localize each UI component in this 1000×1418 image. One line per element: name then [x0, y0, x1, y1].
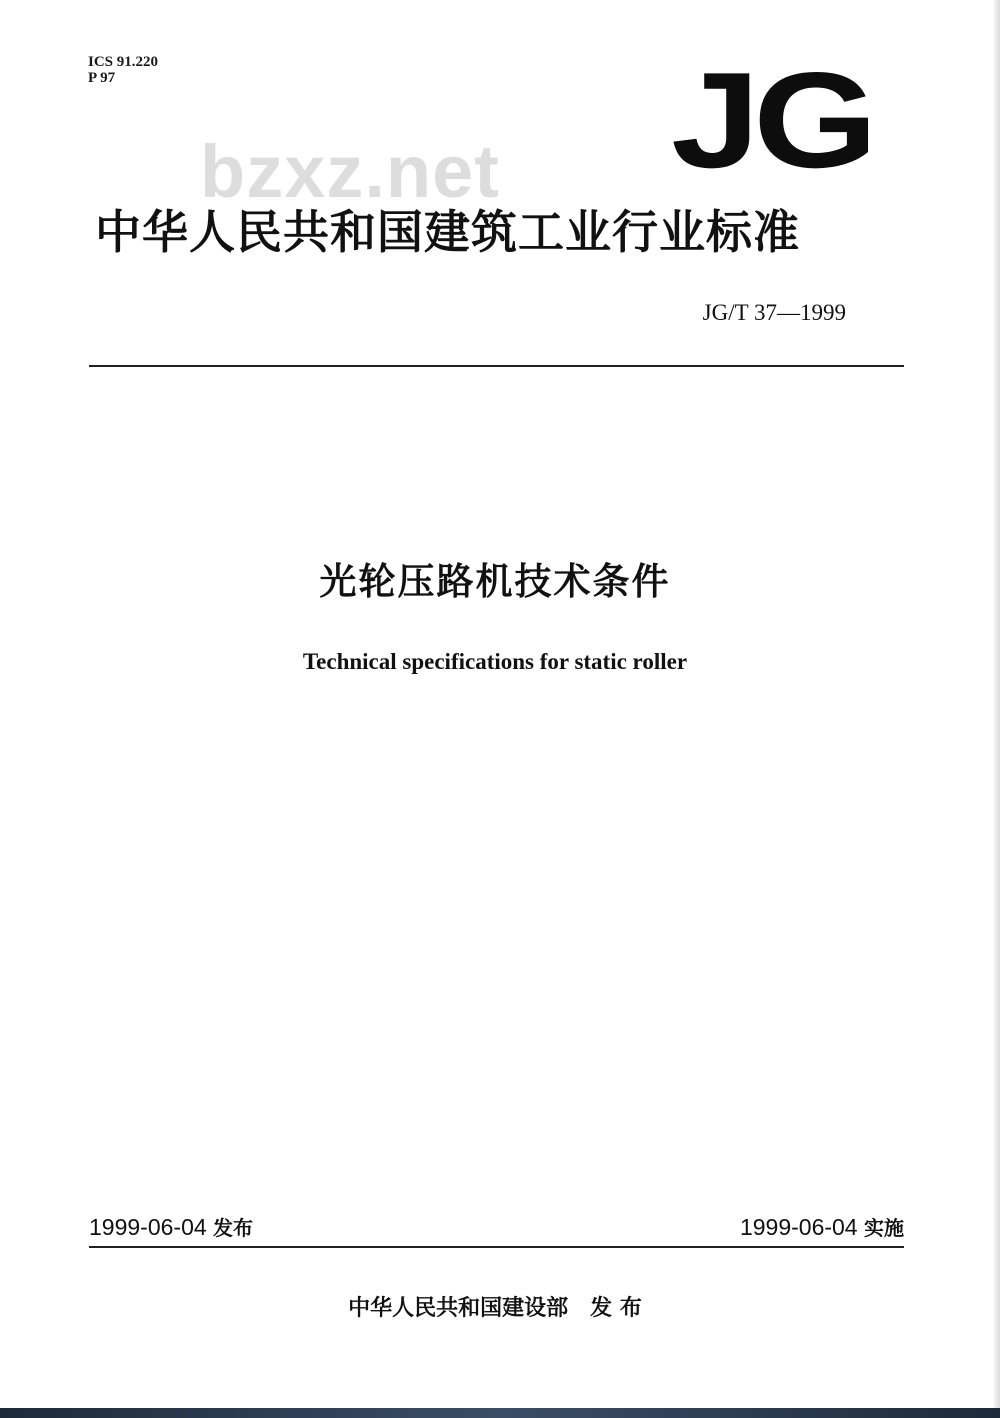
ics-classification — [88, 54, 158, 86]
watermark: bzxz.net — [200, 130, 500, 213]
issue-label: 发 布 — [590, 1296, 642, 1321]
jg-logo: JG — [671, 44, 871, 196]
ccs-code: P 97 — [88, 70, 116, 86]
bottom-divider — [89, 1246, 904, 1248]
issuer-line — [0, 1292, 990, 1326]
standard-category-title: 中华人民共和国建筑工业行业标准 — [95, 205, 800, 259]
implement-date: 1999-06-04 — [739, 1214, 858, 1240]
issuer-name: 中华人民共和国建设部 — [348, 1296, 569, 1321]
document-title-cn: 光轮压路机技术条件 — [319, 560, 671, 603]
publish-date: 1999-06-04 — [89, 1214, 207, 1240]
implement-date-line — [740, 1212, 904, 1243]
page-edge-shadow — [994, 0, 1000, 1418]
document-title-en: Technical specifications for static roller — [302, 649, 688, 674]
top-divider — [89, 365, 904, 367]
publish-date-line — [89, 1212, 253, 1243]
implement-label: 实施 — [864, 1216, 904, 1240]
ics-code: ICS 91.220 — [88, 54, 159, 70]
viewer-bottom-bar — [0, 1408, 1000, 1418]
publish-label: 发布 — [213, 1216, 254, 1240]
standard-code: JG/T 37—1999 — [702, 300, 846, 325]
